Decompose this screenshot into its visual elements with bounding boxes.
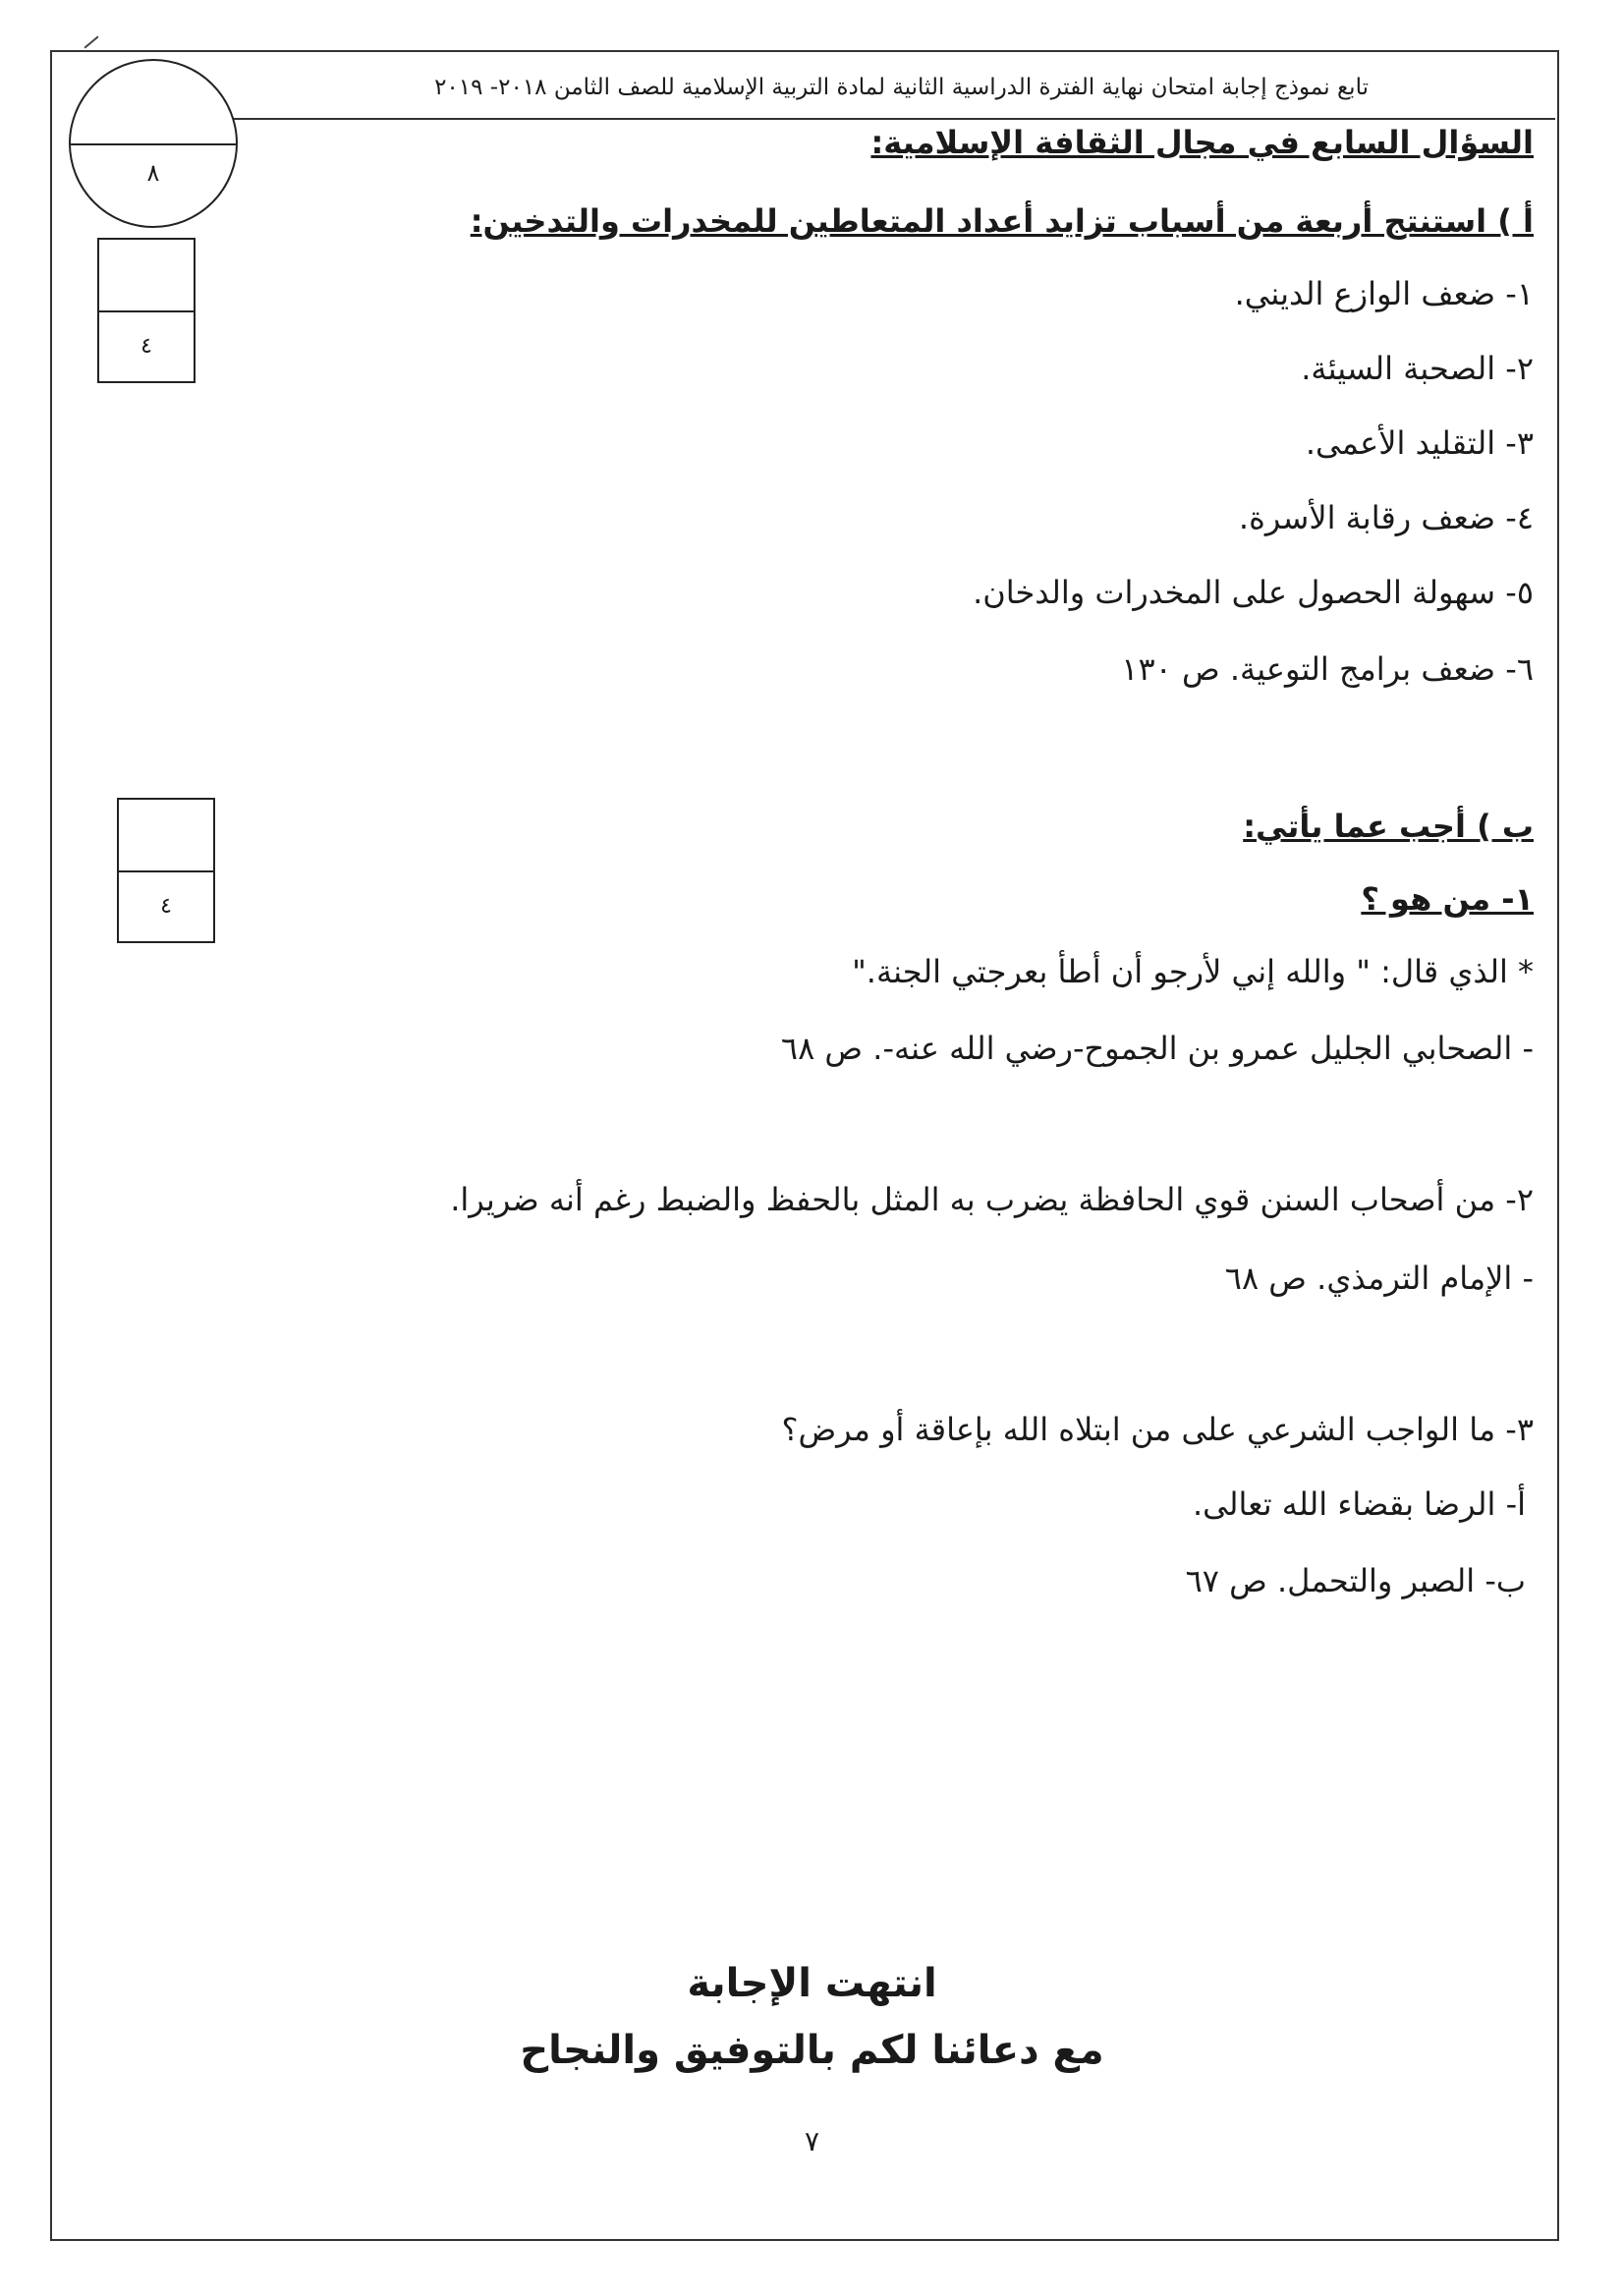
answer-item: ٤- ضعف رقابة الأسرة. [1238,499,1534,536]
question-total-score: ٨ [146,159,160,187]
q3-answer: ب- الصبر والتحمل. ص ٦٧ [1185,1562,1526,1599]
q2-text: ٢- من أصحاب السنن قوي الحافظة يضرب به المثل بالحفظ والضبط رغم أنه ضريرا. [450,1181,1534,1218]
q1-heading: ١- من هو ؟ [1361,880,1534,918]
closing-line: انتهت الإجابة [687,1961,937,2006]
part-a-prompt: أ ) استنتج أربعة من أسباب تزايد أعداد المتعاطين للمخدرات والتدخين: [470,202,1534,240]
part-a-max-score: ٤ [140,334,152,359]
answer-item: ٣- التقليد الأعمى. [1305,424,1534,462]
page-header: تابع نموذج إجابة امتحان نهاية الفترة الدراسية الثانية لمادة التربية الإسلامية للصف الثامن ٢٠١٨- ٢٠١٩ [434,75,1369,100]
answer-item: ٥- سهولة الحصول على المخدرات والدخان. [973,574,1534,611]
corner-tick [84,35,98,48]
part-a-score-box [97,238,196,383]
q1-text: * الذي قال: " والله إني لأرجو أن أطأ بعرجتي الجنة." [852,953,1534,990]
q1-answer: - الصحابي الجليل عمرو بن الجموح-رضي الله عنه-. ص ٦٨ [780,1030,1534,1067]
answer-item: ٢- الصحبة السيئة. [1301,350,1534,387]
closing-wish: مع دعائنا لكم بالتوفيق والنجاح [520,2028,1104,2073]
q3-answer: أ- الرضا بقضاء الله تعالى. [1192,1485,1526,1523]
q2-answer: - الإمام الترمذي. ص ٦٨ [1224,1260,1534,1297]
part-b-prompt: ب ) أجب عما يأتي: [1243,808,1534,845]
q3-text: ٣- ما الواجب الشرعي على من ابتلاه الله بإعاقة أو مرض؟ [781,1411,1534,1448]
part-b-score-box [117,798,215,943]
header-divider [233,118,1555,120]
answer-item: ٦- ضعف برامج التوعية. ص ١٣٠ [1121,650,1534,688]
awarded-score-cell [119,800,213,872]
page-number: ٧ [804,2125,820,2157]
score-divider [71,143,236,145]
question-score-circle [69,59,238,228]
answer-item: ١- ضعف الوازع الديني. [1234,275,1534,312]
awarded-score-cell [99,240,194,312]
part-b-max-score: ٤ [160,894,172,919]
question-title: السؤال السابع في مجال الثقافة الإسلامية: [870,124,1534,161]
